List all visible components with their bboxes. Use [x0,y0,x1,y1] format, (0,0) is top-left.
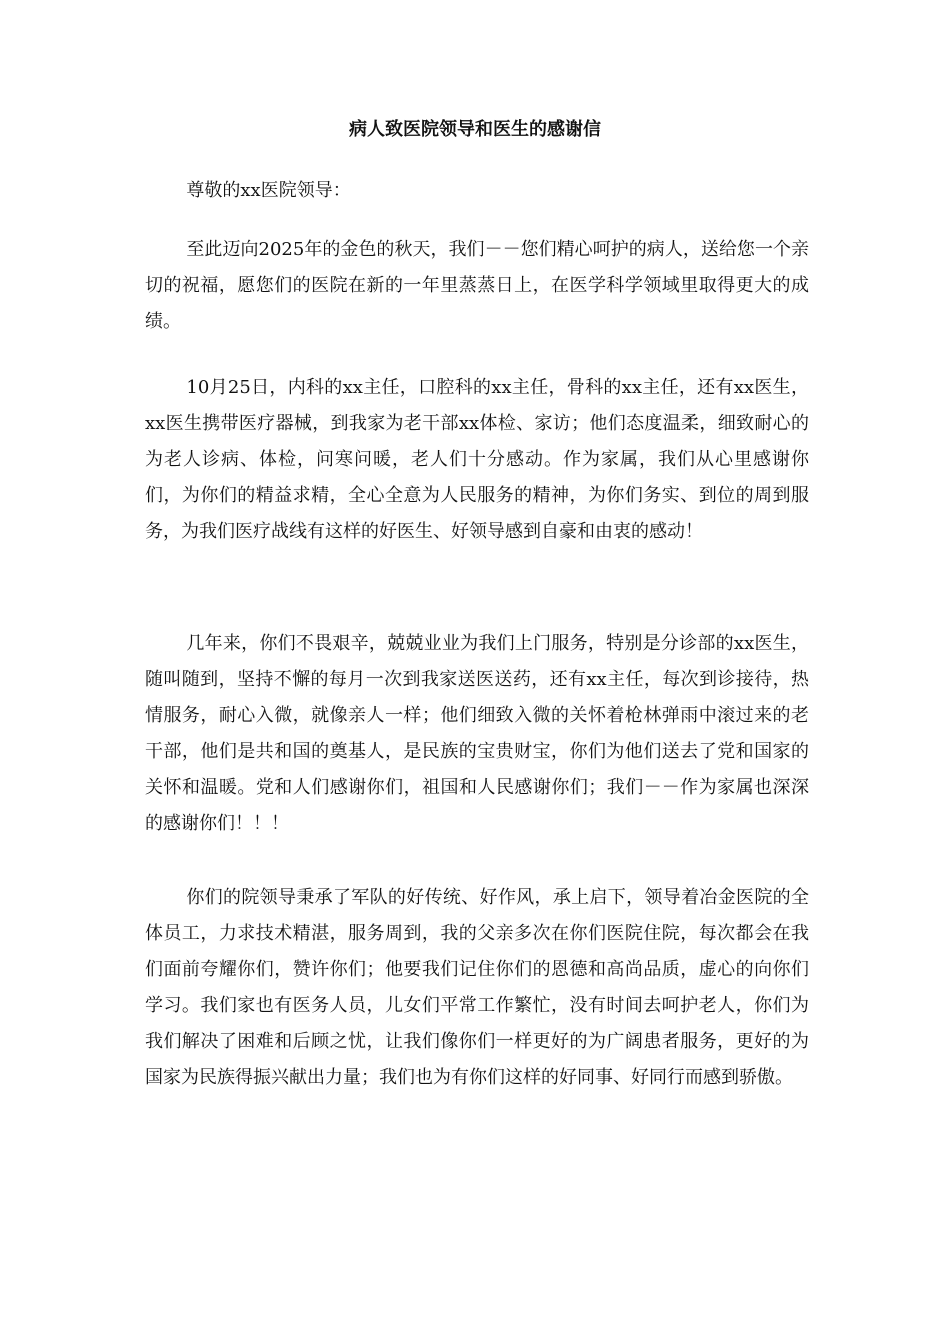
paragraph-3: 几年来，你们不畏艰辛，兢兢业业为我们上门服务，特别是分诊部的xx医生，随叫随到，坚持不懈的每月一次到我家送医送药，还有xx主任，每次到诊接待，热情服务，耐心入微，就像亲人一样；他们细致入微的关怀着枪林弹雨中滚过来的老干部，他们是共和国的奠基人，是民族的宝贵财宝，你们为他们送去了党和国家的关怀和温暖。党和人们感谢你们，祖国和人民感谢你们；我们－－作为家属也深深的感谢你们！！！ [145,633,809,834]
paragraph-2: 10月25日，内科的xx主任，口腔科的xx主任，骨科的xx主任，还有xx医生，xx医生携带医疗器械，到我家为老干部xx体检、家访；他们态度温柔，细致耐心的为老人诊病、体检，问寒问暖，老人们十分感动。作为家属，我们从心里感谢你们，为你们的精益求精，全心全意为人民服务的精神，为你们务实、到位的周到服务，为我们医疗战线有这样的好医生、好领导感到自豪和由衷的感动！ [145,377,809,542]
salutation: 尊敬的xx医院领导： [186,180,351,201]
paragraph-1: 至此迈向2025年的金色的秋天，我们－－您们精心呵护的病人，送给您一个亲切的祝福，愿您们的医院在新的一年里蒸蒸日上，在医学科学领域里取得更大的成绩。 [145,239,809,332]
document-title: 病人致医院领导和医生的感谢信 [349,119,601,140]
paragraph-4: 你们的院领导秉承了军队的好传统、好作风，承上启下，领导着冶金医院的全体员工，力求技术精湛，服务周到，我的父亲多次在你们医院住院，每次都会在我们面前夸耀你们，赞许你们；他要我们记住你们的恩德和高尚品质，虚心的向你们学习。我们家也有医务人员，儿女们平常工作繁忙，没有时间去呵护老人，你们为我们解决了困难和后顾之忧，让我们像你们一样更好的为广阔患者服务，更好的为国家为民族得振兴献出力量；我们也为有你们这样的好同事、好同行而感到骄傲。 [145,887,809,1088]
